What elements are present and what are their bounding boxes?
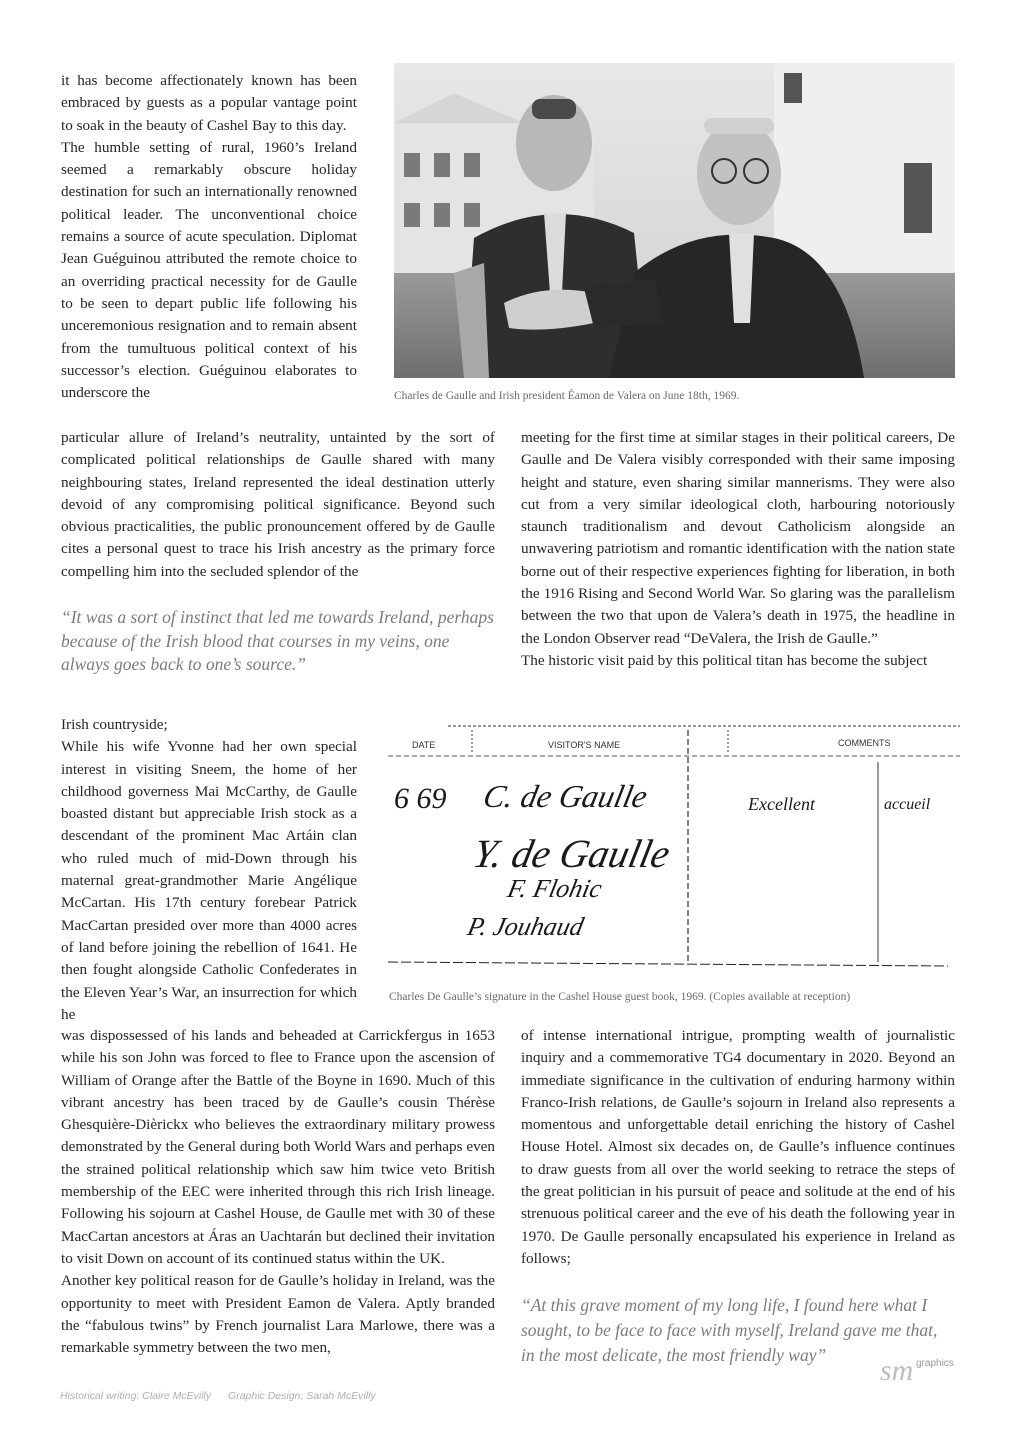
guestbook-comment-2: accueil bbox=[884, 796, 931, 813]
guestbook-entry-date: 6 69 bbox=[394, 782, 447, 815]
signature-jouhaud: P. Jouhaud bbox=[465, 912, 587, 941]
guestbook-comment-1: Excellent bbox=[748, 794, 815, 814]
parallel-paragraph-1: meeting for the first time at similar stages in their political careers, De Gaulle and De Valera visibly corresponded with their same imposing height and stature, even sharing similar mannerisms. They were also cut from a very similar ideological cloth, harbouring notoriously staunch traditionalism and devout Catholicism alongside an unwavering patriotism and romantic identification with the nation state borne out of their respective experiences fighting for liberation, in both the 1916 Rising and Second World War. So glaring was the parallelism between the two that upon de Valera’s death in 1975, the headline in the London Observer read “DeValera, the Irish de Gaulle.” bbox=[521, 429, 955, 647]
ancestry-text-block bbox=[61, 714, 357, 1026]
credit-writing: Historical writing: Claire McEvilly bbox=[60, 1390, 212, 1402]
guest-book-image bbox=[388, 712, 960, 982]
de-gaulle-de-valera-photo bbox=[394, 63, 955, 378]
intro-paragraph-2: The humble setting of rural, 1960’s Ireland seemed a remarkably obscure holiday destination for such an internationally renowned political leader. The unconventional choice remains a source of acute speculation. Diplomat Jean Guéguinou attributed the remote choice to an overriding practical necessity for de Gaulle to be seen to depart public life following his unceremonious resignation and to remain absent from the tumultuous political context of his successor’s election. Guéguinou elaborates to underscore the bbox=[61, 138, 357, 402]
ancestry-paragraph-2: While his wife Yvonne had her own special interest in visiting Sneem, the home of her childhood governess Mai McCarthy, de Gaulle boasted distant but appreciable Irish stock as a descendant of the prominent Mac Artáin clan who ruled much of mid-Down through his maternal great-grandmother Marie Angélique McCartan. His 17th century forebear Patrick MacCartan presided over more than 4000 acres of land before joining the rebellion of 1641. He then fought alongside Catholic Confederates in the Eleven Year’s War, an insurrection for which he bbox=[61, 738, 357, 1023]
parallel-paragraph-2: The historic visit paid by this political titan has become the subject bbox=[521, 651, 928, 669]
allure-text-block bbox=[61, 427, 495, 583]
credits-footer bbox=[60, 1390, 390, 1402]
guestbook-header-comments: COMMENTS bbox=[838, 738, 891, 748]
ancestry-paragraph-1: Irish countryside; bbox=[61, 716, 168, 733]
pull-quote-grave-moment: “At this grave moment of my long life, I found here what I sought, to be face to face with myself, Ireland gave me that, in the most delicate, the most friendly way” bbox=[521, 1295, 938, 1365]
signature-yvonne-de-gaulle: Y. de Gaulle bbox=[469, 831, 674, 876]
guestbook-header-date: DATE bbox=[412, 740, 436, 750]
intro-paragraph-1: it has become affectionately known has been embraced by guests as a popular vantage point to soak in the beauty of Cashel Bay to this day. bbox=[61, 72, 357, 134]
sm-logo-mark: sm bbox=[880, 1354, 914, 1387]
signature-charles-de-gaulle: C. de Gaulle bbox=[480, 778, 651, 814]
parallel-text-block bbox=[521, 427, 955, 672]
legacy-text-block bbox=[521, 1025, 955, 1270]
lineage-paragraph-1: was dispossessed of his lands and beheaded at Carrickfergus in 1653 while his son John was forced to flee to France upon the ascension of William of Orange after the Battle of the Boyne in 1690. Much of this vibrant ancestry has been traced by de Gaulle’s cousin Thérèse Ghesquière-Dièrickx who believes the extraordinary military prowess demonstrated by the General during both World Wars and perhaps even the strained political relationship which saw him twice veto British membership of the EEC were inherited through this rich Irish lineage. Following his sojourn at Cashel House, de Gaulle met with 30 of these MacCartan ancestors at Áras an Uachtarán but declined their invitation to visit Down on account of its continued status within the UK. bbox=[61, 1027, 495, 1267]
lineage-paragraph-2: Another key political reason for de Gaulle’s holiday in Ireland, was the opportunity to meet with President Eamon de Valera. Aptly branded the “fabulous twins” by French journalist Lara Marlowe, there was a remarkable symmetry between the two men, bbox=[61, 1272, 495, 1357]
credit-design: Graphic Design: Sarah McEvilly bbox=[228, 1390, 376, 1402]
photo-caption: Charles de Gaulle and Irish president Éamon de Valera on June 18th, 1969. bbox=[394, 390, 740, 402]
guestbook-header-visitor: VISITOR'S NAME bbox=[548, 740, 621, 750]
pull-quote-instinct: “It was a sort of instinct that led me towards Ireland, perhaps because of the Irish blood that courses in my veins, one always goes back to one’s source.” bbox=[61, 607, 494, 674]
guestbook-caption: Charles De Gaulle’s signature in the Cashel House guest book, 1969. (Copies available at reception) bbox=[389, 991, 851, 1003]
logo-graphics-text: graphics bbox=[916, 1358, 954, 1369]
intro-text-block bbox=[61, 70, 357, 404]
lineage-text-block bbox=[61, 1025, 495, 1359]
allure-paragraph: particular allure of Ireland’s neutrality, untainted by the sort of complicated political relationships de Gaulle shared with many neighbouring states, Ireland represented the ideal destination utterly devoid of any compromising political significance. Beyond such obvious practicalities, the public pronouncement offered by de Gaulle cites a personal quest to trace his Irish ancestry as the primary force compelling him into the secluded splendor of the bbox=[61, 429, 495, 580]
signature-flohic: F. Flohic bbox=[505, 874, 605, 903]
legacy-paragraph: of intense international intrigue, prompting wealth of journalistic inquiry and a commemorative TG4 documentary in 2020. Beyond an immediate significance in the cultivation of enduring harmony within Franco-Irish relations, de Gaulle’s sojourn in Ireland also represents a momentous and unforgettable detail enriching the history of Cashel House Hotel. Almost six decades on, de Gaulle’s influence continues to draw guests from all over the world seeking to retrace the steps of the great politician in his pursuit of peace and solitude at the end of his strenuous political career and the eve of his death the following year in 1970. De Gaulle personally encapsulated his experience in Ireland as follows; bbox=[521, 1027, 955, 1267]
